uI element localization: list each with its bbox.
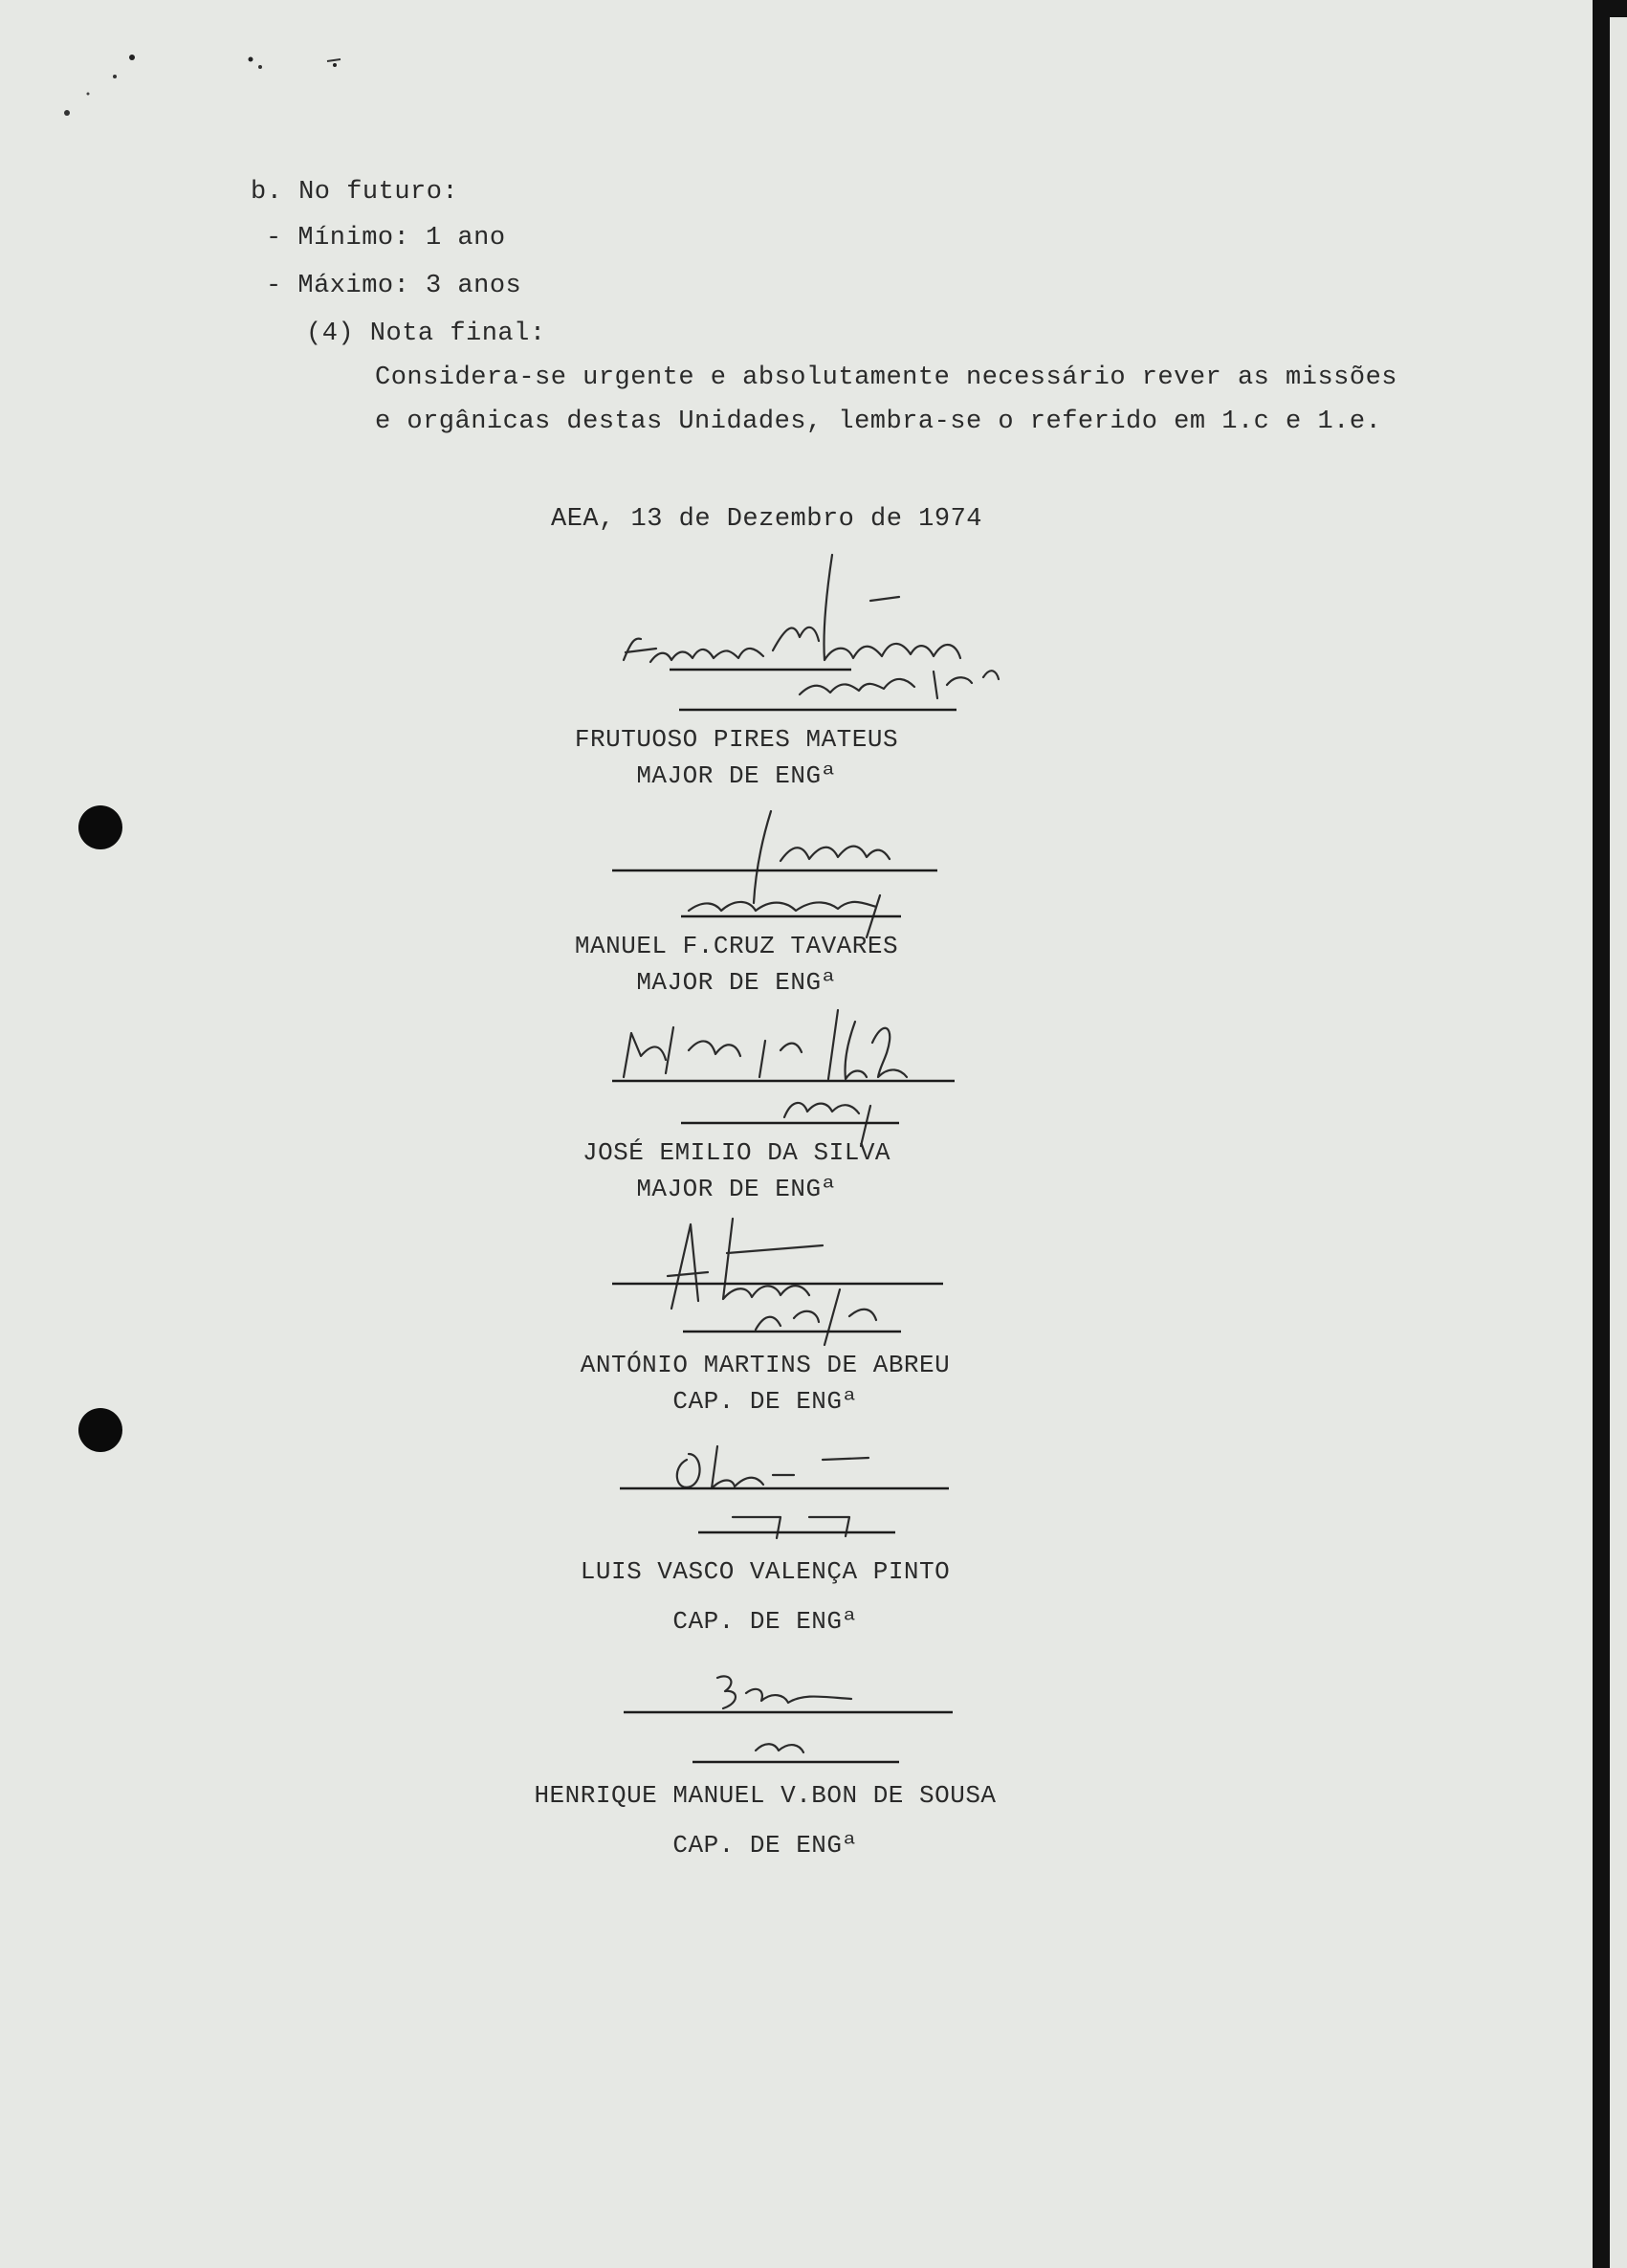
signatory-5-name: LUIS VASCO VALENÇA PINTO (580, 1557, 951, 1586)
nota-final-heading: (4) Nota final: (306, 319, 546, 348)
section-b-heading: b. No futuro: (251, 178, 459, 207)
date-line: AEA, 13 de Dezembro de 1974 (551, 505, 982, 534)
nota-final-line-1: Considera-se urgente e absolutamente necessário rever as missões (375, 363, 1397, 392)
nota-final-line-2: e orgânicas destas Unidades, lembra-se o referido em 1.c e 1.e. (375, 407, 1382, 436)
signature-1 (612, 545, 1062, 737)
signature-3 (603, 993, 966, 1146)
signatory-3-name: JOSÉ EMILIO DA SILVA (582, 1138, 891, 1167)
signatory-1-rank: MAJOR DE ENGª (636, 761, 837, 790)
signatory-6-rank: CAP. DE ENGª (672, 1831, 858, 1860)
signature-4 (612, 1196, 956, 1349)
minimum-item: - Mínimo: 1 ano (266, 224, 506, 253)
scan-specks (48, 38, 373, 134)
signatory-4-name: ANTÓNIO MARTINS DE ABREU (580, 1351, 951, 1379)
signature-6 (612, 1655, 956, 1779)
signatory-3-rank: MAJOR DE ENGª (636, 1175, 837, 1203)
punch-hole-bottom (78, 1408, 122, 1452)
signature-5 (612, 1425, 956, 1550)
signatory-6-name: HENRIQUE MANUEL V.BON DE SOUSA (534, 1781, 997, 1810)
signatory-2-name: MANUEL F.CRUZ TAVARES (574, 932, 899, 960)
punch-hole-top (78, 805, 122, 849)
signatory-5-rank: CAP. DE ENGª (672, 1607, 858, 1636)
signatory-4-rank: CAP. DE ENGª (672, 1387, 858, 1416)
signatory-2-rank: MAJOR DE ENGª (636, 968, 837, 997)
maximum-item: - Máximo: 3 anos (266, 272, 522, 300)
signatory-1-name: FRUTUOSO PIRES MATEUS (574, 725, 899, 754)
